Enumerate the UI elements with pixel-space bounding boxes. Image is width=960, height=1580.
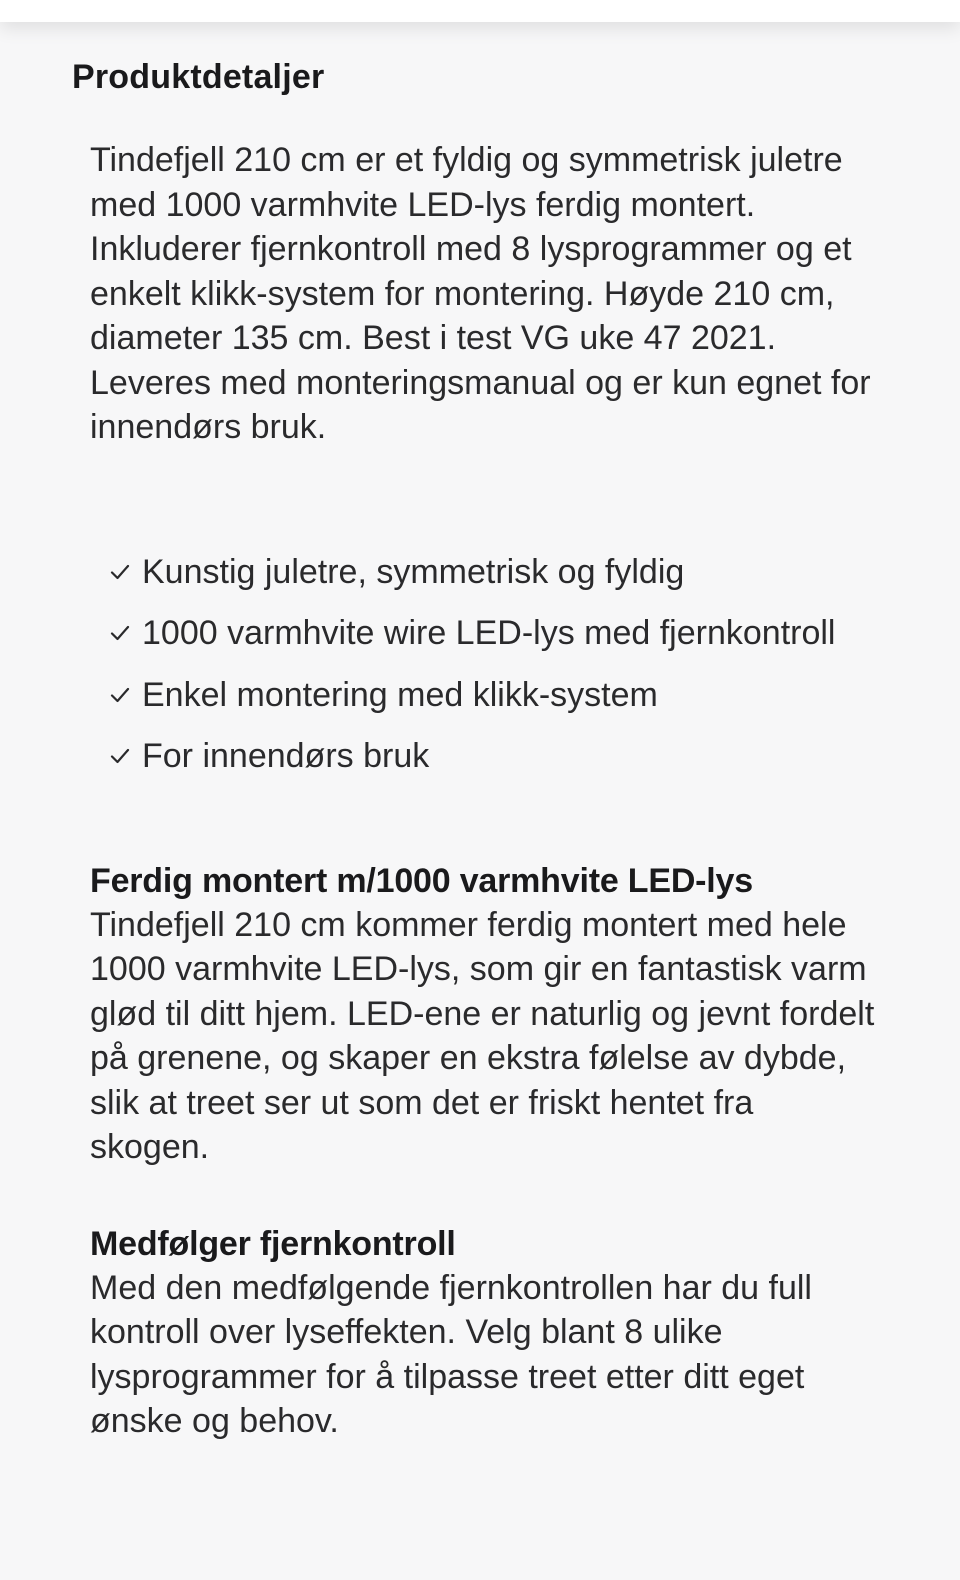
section-body: Med den medfølgende fjernkontrollen har du full kontroll over lyseffekten. Velg blant 8 ulike lysprogrammer for å tilpasse treet etter ditt eget ønske og behov. <box>90 1268 812 1440</box>
feature-label: Enkel montering med klikk-system <box>142 675 658 714</box>
page-title: Produktdetaljer <box>72 58 325 96</box>
section-remote-control <box>90 1222 880 1444</box>
product-description: Tindefjell 210 cm er et fyldig og symmetrisk juletre med 1000 varmhvite LED-lys ferdig montert. Inkluderer fjernkontroll med 8 lysprogrammer og et enkelt klikk-system for montering. Høyde 210 cm, diameter 135 cm. Best i test VG uke 47 2021. Leveres med monteringsmanual og er kun egnet for innendørs bruk. <box>90 141 871 446</box>
feature-item <box>108 611 880 656</box>
check-icon <box>110 564 130 580</box>
section-title: Medfølger fjernkontroll <box>90 1224 456 1263</box>
feature-item <box>108 734 880 779</box>
feature-list <box>108 550 880 779</box>
check-icon <box>110 687 130 703</box>
check-icon <box>110 625 130 641</box>
feature-item <box>108 550 880 595</box>
product-details-content <box>90 138 880 1444</box>
section-title: Ferdig montert m/1000 varmhvite LED-lys <box>90 861 753 900</box>
header-bar-edge <box>0 0 960 22</box>
section-body: Tindefjell 210 cm kommer ferdig montert med hele 1000 varmhvite LED-lys, som gir en fantastisk varm glød til ditt hjem. LED-ene er naturlig og jevnt fordelt på grenene, og skaper en ekstra følelse av dybde, slik at treet ser ut som det er friskt hentet fra skogen. <box>90 905 875 1166</box>
feature-item <box>108 673 880 718</box>
section-led-lights <box>90 859 880 1170</box>
feature-label: Kunstig juletre, symmetrisk og fyldig <box>142 552 685 591</box>
feature-label: For innendørs bruk <box>142 737 430 775</box>
feature-label: 1000 varmhvite wire LED-lys med fjernkontroll <box>142 614 836 652</box>
check-icon <box>110 748 130 764</box>
